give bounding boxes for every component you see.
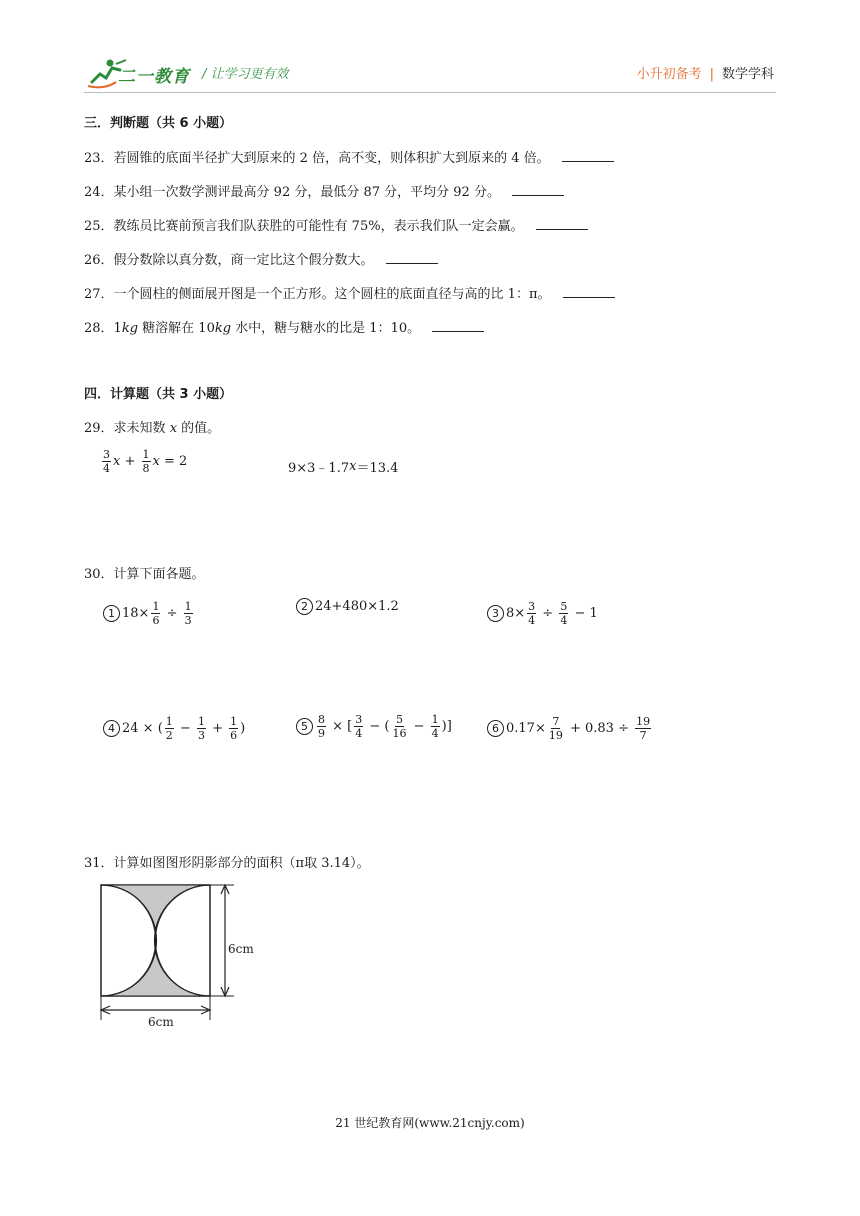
q28-unit-1: kg bbox=[121, 321, 139, 336]
op: − ( bbox=[365, 719, 390, 734]
denominator: 16 bbox=[392, 727, 407, 740]
exam-tag: 小升初备考 bbox=[636, 67, 702, 82]
var-x: x bbox=[152, 454, 160, 469]
denominator: 6 bbox=[230, 729, 238, 742]
q29-stem-b: 的值。 bbox=[177, 421, 221, 436]
answer-blank[interactable] bbox=[512, 183, 564, 196]
question-30: 30．计算下面各题。 bbox=[84, 567, 205, 582]
denominator: 6 bbox=[152, 614, 160, 627]
answer-blank[interactable] bbox=[432, 319, 484, 332]
q29-stem-a: 29．求未知数 bbox=[84, 421, 170, 436]
circled-number: 5 bbox=[296, 718, 313, 735]
numerator: 5 bbox=[395, 713, 403, 726]
question-26-text: 26．假分数除以真分数，商一定比这个假分数大。 bbox=[84, 253, 374, 268]
fraction bbox=[635, 715, 651, 742]
fraction bbox=[548, 715, 564, 742]
fraction bbox=[197, 715, 206, 742]
q29-var: x bbox=[169, 421, 178, 436]
denominator: 2 bbox=[165, 729, 173, 742]
fraction bbox=[102, 448, 111, 475]
logo-text: 二一教育 bbox=[118, 67, 190, 87]
paren: )] bbox=[441, 719, 452, 734]
header-right bbox=[637, 63, 774, 82]
op: + bbox=[120, 454, 140, 469]
denominator: 4 bbox=[355, 727, 363, 740]
expr: 24+480×1.2 bbox=[315, 599, 399, 614]
op: × [ bbox=[328, 719, 353, 734]
eq2-left: 9×3﹣1.7 bbox=[288, 461, 350, 476]
header-separator: | bbox=[709, 67, 714, 82]
numerator: 1 bbox=[431, 713, 439, 726]
fraction bbox=[391, 713, 407, 740]
numerator: 1 bbox=[197, 715, 205, 728]
question-23 bbox=[84, 147, 614, 166]
expr: 18× bbox=[122, 606, 150, 621]
question-25 bbox=[84, 215, 588, 234]
fraction bbox=[527, 600, 536, 627]
numerator: 7 bbox=[552, 715, 560, 728]
denominator: 3 bbox=[197, 729, 205, 742]
numerator: 5 bbox=[560, 600, 568, 613]
problem-3 bbox=[487, 600, 598, 627]
fraction bbox=[431, 713, 440, 740]
question-27-text: 27．一个圆柱的侧面展开图是一个正方形。这个圆柱的底面直径与高的比 1：π。 bbox=[84, 287, 551, 302]
op: − bbox=[409, 719, 429, 734]
side-length-label: 6cm bbox=[228, 942, 254, 956]
numerator: 1 bbox=[142, 448, 150, 461]
answer-blank[interactable] bbox=[536, 217, 588, 230]
expr: 8× bbox=[506, 606, 526, 621]
shaded-area-figure bbox=[96, 880, 266, 1030]
circled-number: 6 bbox=[487, 720, 504, 737]
numerator: 3 bbox=[103, 448, 110, 461]
op: ÷ bbox=[538, 606, 558, 621]
fraction bbox=[559, 600, 568, 627]
circled-number: 4 bbox=[103, 720, 120, 737]
var-x: x bbox=[113, 454, 121, 469]
answer-blank[interactable] bbox=[386, 251, 438, 264]
numerator: 19 bbox=[636, 715, 651, 728]
page-footer: 21 世纪教育网(www.21cnjy.com) bbox=[335, 1116, 525, 1130]
denominator: 8 bbox=[142, 462, 150, 475]
header-divider bbox=[84, 92, 776, 93]
circled-number: 1 bbox=[103, 605, 120, 622]
paren: ) bbox=[240, 721, 246, 736]
problem-2 bbox=[296, 598, 399, 615]
fraction bbox=[317, 713, 326, 740]
header-slogan: / 让学习更有效 bbox=[202, 67, 289, 82]
numerator: 3 bbox=[528, 600, 536, 613]
eq2-right: ＝13.4 bbox=[356, 461, 399, 476]
question-29 bbox=[84, 417, 220, 436]
denominator: 19 bbox=[548, 729, 563, 742]
question-31: 31．计算如图图形阴影部分的面积（π取 3.14）。 bbox=[84, 856, 370, 871]
problem-6 bbox=[487, 715, 653, 742]
numerator: 1 bbox=[230, 715, 238, 728]
denominator: 4 bbox=[560, 614, 568, 627]
var-x: x bbox=[349, 459, 357, 474]
numerator: 1 bbox=[152, 600, 160, 613]
answer-blank[interactable] bbox=[563, 285, 615, 298]
denominator: 4 bbox=[431, 727, 439, 740]
subject-tag: 数学学科 bbox=[721, 67, 774, 82]
q28-a: 1 bbox=[113, 321, 122, 336]
question-25-text: 25．教练员比赛前预言我们队获胜的可能性有 75%，表示我们队一定会赢。 bbox=[84, 219, 524, 234]
question-24 bbox=[84, 181, 564, 200]
problem-4 bbox=[103, 715, 245, 742]
circled-number: 3 bbox=[487, 605, 504, 622]
problem-5 bbox=[296, 713, 452, 740]
section-3-title: 三．判断题（共 6 小题） bbox=[84, 116, 233, 131]
denominator: 4 bbox=[103, 462, 110, 475]
denominator: 9 bbox=[318, 727, 325, 740]
equation-1 bbox=[100, 448, 187, 475]
q28-unit-2: kg bbox=[214, 321, 232, 336]
expr: 24 × ( bbox=[122, 721, 163, 736]
numerator: 8 bbox=[318, 713, 325, 726]
op: + bbox=[207, 721, 228, 736]
numerator: 3 bbox=[355, 713, 363, 726]
fraction bbox=[354, 713, 363, 740]
fraction bbox=[229, 715, 238, 742]
denominator: 4 bbox=[528, 614, 536, 627]
op: + 0.83 ÷ bbox=[565, 721, 634, 736]
circled-number: 2 bbox=[296, 598, 313, 615]
question-28 bbox=[84, 317, 484, 336]
fraction bbox=[184, 600, 193, 627]
expr: 0.17× bbox=[506, 721, 546, 736]
denominator: 3 bbox=[184, 614, 192, 627]
q28-c: 水中，糖与糖水的比是 1：10。 bbox=[231, 321, 421, 336]
question-24-text: 24．某小组一次数学测评最高分 92 分，最低分 87 分，平均分 92 分。 bbox=[84, 185, 500, 200]
op: ÷ bbox=[162, 606, 182, 621]
equation-2 bbox=[288, 457, 398, 476]
question-26 bbox=[84, 249, 438, 268]
rhs: = 2 bbox=[159, 454, 188, 469]
fraction bbox=[165, 715, 174, 742]
q28-num: 28． bbox=[84, 321, 114, 336]
fraction bbox=[142, 448, 151, 475]
op: − bbox=[175, 721, 195, 736]
bottom-length-label: 6cm bbox=[148, 1015, 174, 1029]
question-27 bbox=[84, 283, 615, 302]
op: − 1 bbox=[570, 606, 598, 621]
fraction bbox=[151, 600, 160, 627]
q28-b: 糖溶解在 10 bbox=[138, 321, 215, 336]
numerator: 1 bbox=[184, 600, 192, 613]
question-23-text: 23．若圆锥的底面半径扩大到原来的 2 倍，高不变，则体积扩大到原来的 4 倍。 bbox=[84, 151, 550, 166]
problem-1 bbox=[103, 600, 195, 627]
answer-blank[interactable] bbox=[562, 149, 614, 162]
denominator: 7 bbox=[639, 729, 647, 742]
section-4-title: 四．计算题（共 3 小题） bbox=[84, 387, 233, 402]
numerator: 1 bbox=[165, 715, 173, 728]
